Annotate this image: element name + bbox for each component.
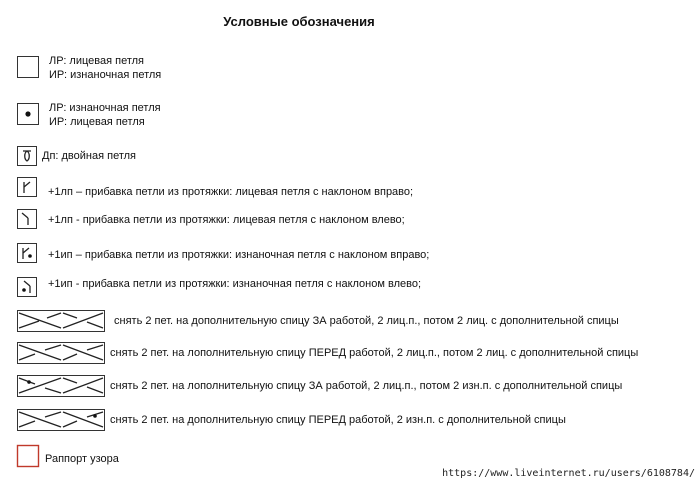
double-loop-label: Дп: двойная петля [42,150,137,162]
cable-knit-front-label: снять 2 пет. на лополнительную спицу ПЕРЕД работой, 2 лиц.п., потом 2 лиц. с дополнительной спицы [110,347,639,359]
cable-knit-back-icon [17,310,105,332]
increase-knit-left-icon [17,209,37,229]
increase-purl-right-icon [17,243,37,263]
knit-stitch-label: ЛР: лицевая петля [49,55,145,67]
double-loop-icon [17,146,37,166]
cable-purl-front-label: снять 2 пет. на дополнительную спицу ПЕРЕД работой, 2 изн.п. с дополнительной спицы [110,414,566,426]
increase-purl-left-label: +1ип - прибавка петли из протяжки: изнаночная петля с наклоном влево; [48,278,421,290]
increase-knit-right-label: +1лп – прибавка петли из протяжки: лицевая петля с наклоном вправо; [48,186,414,198]
increase-purl-left-icon [17,277,37,297]
purl-stitch-icon [17,103,39,125]
purl-stitch-label-ws: ИР: лицевая петля [49,116,145,128]
cable-purl-front-icon [17,409,105,431]
cable-purl-back-icon [17,375,105,397]
source-url: https://www.liveinternet.ru/users/6108784/ [442,468,695,479]
purl-stitch-label: ЛР: изнаночная петля [49,102,161,114]
pattern-repeat-icon [17,445,39,467]
increase-purl-right-label: +1ип – прибавка петли из протяжки: изнаночная петля с наклоном вправо; [48,249,430,261]
pattern-repeat-label: Раппорт узора [45,453,119,465]
knit-stitch-icon [17,56,39,78]
cable-knit-front-icon [17,342,105,364]
increase-knit-left-label: +1лп - прибавка петли из протяжки: лицевая петля с наклоном влево; [48,214,405,226]
legend-title: Условные обозначения [223,14,375,29]
knit-stitch-label-ws: ИР: изнаночная петля [49,69,162,81]
increase-knit-right-icon [17,177,37,197]
cable-knit-back-label: снять 2 пет. на дополнительную спицу ЗА работой, 2 лиц.п., потом 2 лиц. с дополнительной спицы [114,315,619,327]
cable-purl-back-label: снять 2 пет. на лополнительную спицу ЗА работой, 2 лиц.п., потом 2 изн.п. с дополнительной спицы [110,380,623,392]
